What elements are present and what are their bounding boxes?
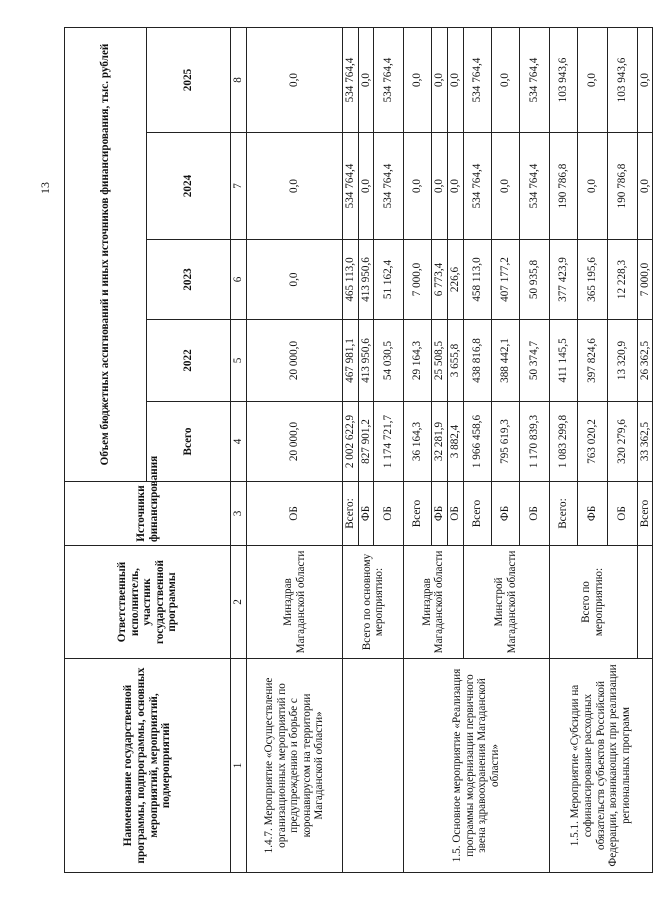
value-cell: 103 943,6: [549, 28, 577, 133]
value-cell: 12 228,3: [607, 240, 637, 320]
value-cell: 0,0: [247, 133, 343, 240]
value-cell: 33 362,5: [637, 402, 653, 482]
table-row: [343, 28, 359, 873]
value-cell: 377 423,9: [549, 240, 577, 320]
value-cell: 7 000,0: [637, 240, 653, 320]
value-cell: 534 764,4: [374, 28, 404, 133]
row-source: Всего: [637, 482, 653, 546]
header-year: 2025: [147, 28, 231, 133]
value-cell: 190 786,8: [607, 133, 637, 240]
row-source: ФБ: [491, 482, 519, 546]
table-row: [247, 28, 343, 873]
header-name: Наименование государственной программы, подпрограммы, основных мероприятий, мероприятий, подмероприятий: [65, 659, 231, 873]
value-cell: 365 195,6: [577, 240, 607, 320]
header-executor: Ответственный исполнитель, участник государственной программы: [65, 546, 231, 659]
value-cell: 534 764,4: [463, 28, 491, 133]
header-year: 2024: [147, 133, 231, 240]
row-source: ОБ: [247, 482, 343, 546]
row-name: 1.5. Основное мероприятие «Реализация программы модернизации первичного звена здравоохранения Магаданской области»: [404, 659, 549, 873]
row-source: ФБ: [432, 482, 448, 546]
value-cell: 190 786,8: [549, 133, 577, 240]
value-cell: 827 901,2: [358, 402, 374, 482]
value-cell: 20 000,0: [247, 402, 343, 482]
value-cell: 465 113,0: [343, 240, 359, 320]
table-row: [404, 28, 432, 873]
value-cell: 25 508,5: [432, 320, 448, 402]
header-source: Источники финансирования: [65, 482, 231, 546]
table-row: [549, 28, 577, 873]
value-cell: 36 164,3: [404, 402, 432, 482]
budget-table: [64, 27, 653, 873]
value-cell: 407 177,2: [491, 240, 519, 320]
row-executor: Минздрав Магаданской области: [247, 546, 343, 659]
value-cell: 3 882,4: [447, 402, 463, 482]
row-source: ОБ: [519, 482, 549, 546]
value-cell: 0,0: [447, 28, 463, 133]
value-cell: 413 950,6: [358, 240, 374, 320]
column-number: 2: [231, 546, 247, 659]
row-source: ОБ: [374, 482, 404, 546]
row-executor: Всего по мероприятию:: [549, 546, 637, 659]
value-cell: 534 764,4: [343, 133, 359, 240]
row-source: ОБ: [607, 482, 637, 546]
row-source: ФБ: [358, 482, 374, 546]
value-cell: 534 764,4: [519, 133, 549, 240]
row-executor-empty: [637, 546, 653, 659]
row-source: Всего:: [549, 482, 577, 546]
column-number: 7: [231, 133, 247, 240]
row-source: Всего: [463, 482, 491, 546]
value-cell: 397 824,6: [577, 320, 607, 402]
value-cell: 0,0: [358, 28, 374, 133]
value-cell: 0,0: [432, 28, 448, 133]
header-year: 2022: [147, 320, 231, 402]
value-cell: 438 816,8: [463, 320, 491, 402]
value-cell: 54 030,5: [374, 320, 404, 402]
row-executor: Минстрой Магаданской области: [463, 546, 549, 659]
value-cell: 0,0: [404, 28, 432, 133]
row-name: 1.4.7. Мероприятие «Осуществление организационных мероприятий по предупреждению и борьбе с коронавирусом на территории Магаданской области»: [247, 659, 343, 873]
value-cell: 0,0: [447, 133, 463, 240]
value-cell: 795 619,3: [491, 402, 519, 482]
value-cell: 0,0: [491, 28, 519, 133]
value-cell: 534 764,4: [343, 28, 359, 133]
row-executor: Минздрав Магаданской области: [404, 546, 463, 659]
header-year: 2023: [147, 240, 231, 320]
value-cell: 0,0: [404, 133, 432, 240]
value-cell: 0,0: [491, 133, 519, 240]
row-name-empty: [343, 659, 404, 873]
value-cell: 413 950,6: [358, 320, 374, 402]
rotated-table-container: [64, 28, 651, 873]
value-cell: 3 655,8: [447, 320, 463, 402]
value-cell: 6 773,4: [432, 240, 448, 320]
value-cell: 29 164,3: [404, 320, 432, 402]
column-number: 5: [231, 320, 247, 402]
row-source: Всего:: [343, 482, 359, 546]
value-cell: 26 362,5: [637, 320, 653, 402]
value-cell: 50 374,7: [519, 320, 549, 402]
value-cell: 0,0: [432, 133, 448, 240]
value-cell: 534 764,4: [374, 133, 404, 240]
value-cell: 534 764,4: [519, 28, 549, 133]
row-source: Всего: [404, 482, 432, 546]
value-cell: 0,0: [577, 28, 607, 133]
value-cell: 7 000,0: [404, 240, 432, 320]
page-number: 13: [38, 182, 52, 194]
value-cell: 1 966 458,6: [463, 402, 491, 482]
value-cell: 50 935,8: [519, 240, 549, 320]
value-cell: 32 281,9: [432, 402, 448, 482]
row-name: 1.5.1. Мероприятие «Субсидии на софинансирование расходных обязательств субъектов Российской Федерации, возникающих при реализации региональных программ: [549, 659, 653, 873]
value-cell: 1 083 299,8: [549, 402, 577, 482]
value-cell: 534 764,4: [463, 133, 491, 240]
value-cell: 0,0: [358, 133, 374, 240]
column-number: 4: [231, 402, 247, 482]
value-cell: 0,0: [577, 133, 607, 240]
value-cell: 1 174 721,7: [374, 402, 404, 482]
column-number: 3: [231, 482, 247, 546]
column-number: 8: [231, 28, 247, 133]
header-total: Всего: [147, 402, 231, 482]
value-cell: 763 020,2: [577, 402, 607, 482]
column-number: 1: [231, 659, 247, 873]
row-executor: Всего по основному мероприятию:: [343, 546, 404, 659]
value-cell: 13 320,9: [607, 320, 637, 402]
row-source: ФБ: [577, 482, 607, 546]
value-cell: 226,6: [447, 240, 463, 320]
row-source: ОБ: [447, 482, 463, 546]
value-cell: 2 002 622,9: [343, 402, 359, 482]
header-volume: Объем бюджетных ассигнований и иных источников финансирования, тыс. рублей: [65, 28, 147, 482]
value-cell: 388 442,1: [491, 320, 519, 402]
value-cell: 20 000,0: [247, 320, 343, 402]
value-cell: 458 113,0: [463, 240, 491, 320]
value-cell: 0,0: [637, 28, 653, 133]
column-number: 6: [231, 240, 247, 320]
value-cell: 0,0: [247, 240, 343, 320]
value-cell: 1 170 839,3: [519, 402, 549, 482]
value-cell: 320 279,6: [607, 402, 637, 482]
value-cell: 51 162,4: [374, 240, 404, 320]
value-cell: 103 943,6: [607, 28, 637, 133]
value-cell: 0,0: [637, 133, 653, 240]
value-cell: 467 981,1: [343, 320, 359, 402]
value-cell: 0,0: [247, 28, 343, 133]
value-cell: 411 145,5: [549, 320, 577, 402]
